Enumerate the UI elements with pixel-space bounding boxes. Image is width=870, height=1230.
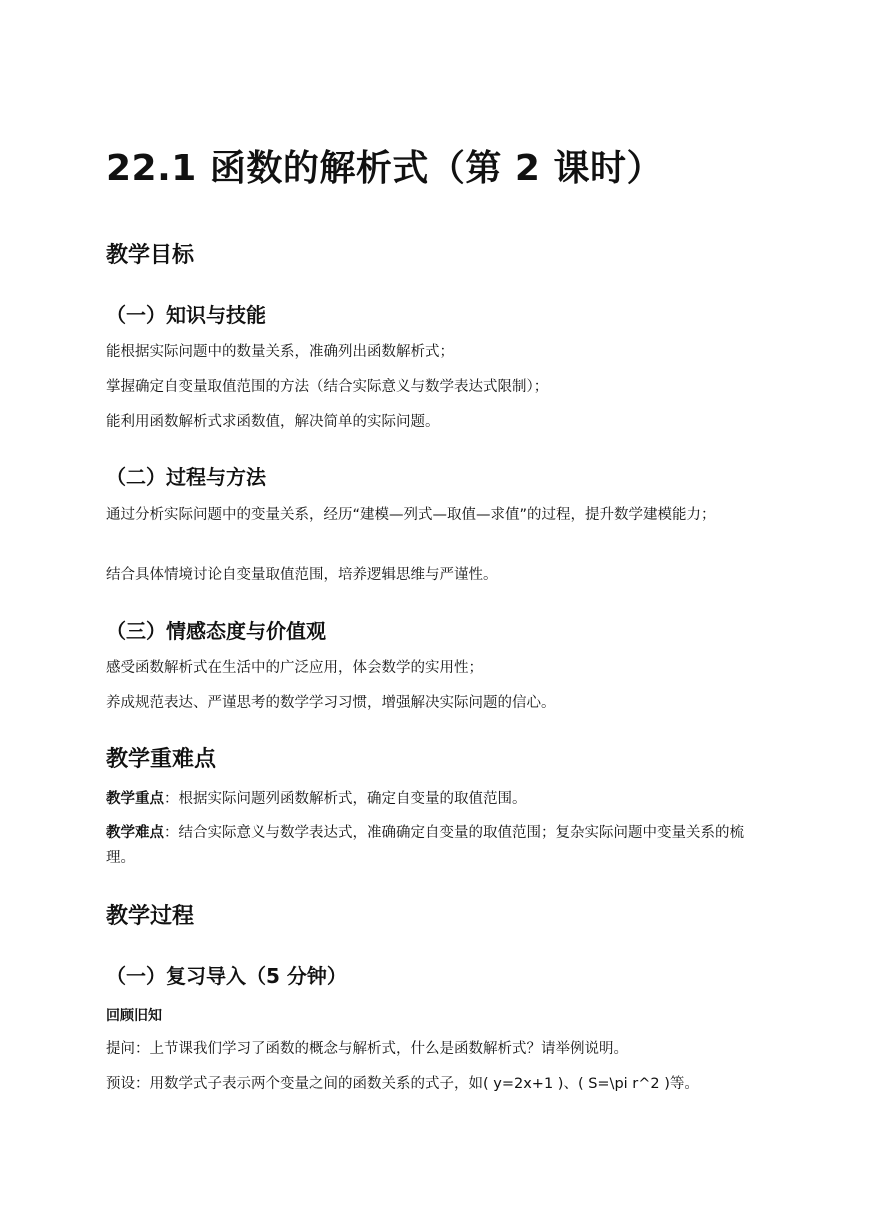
key-difficulty-label: 教学难点 <box>106 825 164 841</box>
knowledge-item-3: 能利用函数解析式求函数值，解决简单的实际问题。 <box>106 414 440 430</box>
key-focus-paragraph <box>106 787 771 812</box>
key-difficulty-text: ：结合实际意义与数学表达式，准确确定自变量的取值范围；复杂实际问题中变量关系的梳理。 <box>106 825 744 866</box>
key-difficulty-paragraph <box>106 821 771 871</box>
key-focus-label: 教学重点 <box>106 791 164 807</box>
review-question: 提问：上节课我们学习了函数的概念与解析式，什么是函数解析式？请举例说明。 <box>106 1041 628 1057</box>
page-title: 22.1 函数的解析式（第 2 课时） <box>106 148 663 189</box>
process-item-2: 结合具体情境讨论自变量取值范围，培养逻辑思维与严谨性。 <box>106 567 498 583</box>
process-heading: 教学过程 <box>106 904 195 929</box>
process-item-1: 通过分析实际问题中的变量关系，经历“建模—列式—取值—求值”的过程，提升数学建模能力； <box>106 507 716 523</box>
review-answer: 预设：用数学式子表示两个变量之间的函数关系的式子，如( y=2x+1 )、( S=\pi r^2 )等。 <box>106 1076 699 1092</box>
knowledge-item-1: 能根据实际问题中的数量关系，准确列出函数解析式； <box>106 344 454 360</box>
review-subheading: 回顾旧知 <box>106 1008 162 1024</box>
emotion-item-1: 感受函数解析式在生活中的广泛应用，体会数学的实用性； <box>106 660 483 676</box>
key-focus-text: ：根据实际问题列函数解析式，确定自变量的取值范围。 <box>164 791 527 807</box>
process-method-heading: （二）过程与方法 <box>106 465 266 489</box>
emotion-values-heading: （三）情感态度与价值观 <box>106 619 326 643</box>
review-intro-heading: （一）复习导入（5 分钟） <box>106 964 347 988</box>
knowledge-item-2: 掌握确定自变量取值范围的方法（结合实际意义与数学表达式限制）； <box>106 379 549 395</box>
emotion-item-2: 养成规范表达、严谨思考的数学学习习惯，增强解决实际问题的信心。 <box>106 695 556 711</box>
knowledge-skills-heading: （一）知识与技能 <box>106 303 266 327</box>
goals-heading: 教学目标 <box>106 243 195 268</box>
key-points-heading: 教学重难点 <box>106 747 217 772</box>
